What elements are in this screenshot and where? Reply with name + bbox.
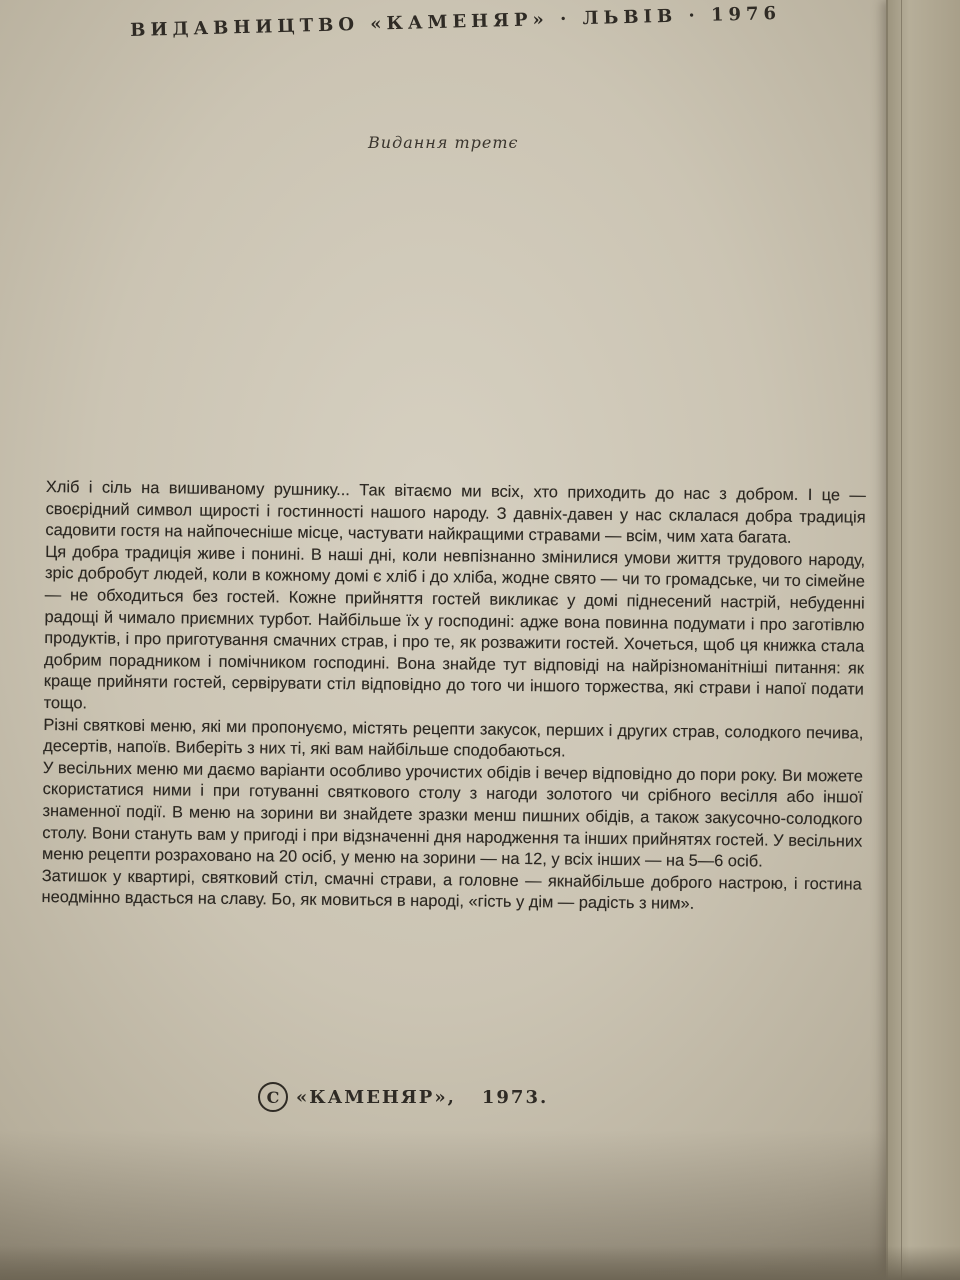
paragraph: Ця добра традиція живе і понині. В наші дні, коли невпізнанно змінилися умови життя трудового народу, зріс добробут людей, коли в кожному домі є хліб і до хліба, жодне свято — чи то громадське, чи то сімейне — не обходиться без гостей. Кожне прийняття гостей викликає у домі піднесений настрій, небуденні радощі й чимало приємних турбот. Найбільше їх у господині: адже вона повинна подумати і про заготівлю продуктів, і про приготування смачних страв, і про те, як розважити гостей. Хочеться, щоб ця книжка стала добрим порадником і помічником господині. Вона знайде тут відповіді на найрізноманітніші питання: як краще прийняти гостей, сервірувати стіл відповідно до того чи іншого торжества, які страви і напої подати тощо.: [43, 542, 866, 713]
paragraph: У весільних меню ми даємо варіанти особливо урочистих обідів і вечер відповідно до пори року. Ви можете скористатися ними і при готуванні святкового столу з нагоди золотого чи срібного весілля або іншої знаменної події. В меню на зорини ви знайдете зразки менш пишних обідів, а також закусочно-солодкого столу. Вони стануть вам у пригоді і при відзначенні дня народження та інших прийнятях гостей. У весільних меню рецепти розраховано на 20 осіб, у меню на зорини — на 12, у всіх інших — на 5—6 осіб.: [41, 758, 864, 871]
copyright-holder: «КАМЕНЯР»,: [296, 1086, 456, 1108]
background-surface: [0, 1246, 960, 1280]
paragraph: Хліб і сіль на вишиваному рушнику... Так вітаємо ми всіх, хто приходить до нас з добром. І це — своєрідний символ щирості і гостинності нашого народу. З давніх-давен у нас склалася добра традиція садовити гостя на найпочесніше місце, частувати найкращими стравами — всім, чим хата багата.: [45, 477, 866, 547]
page-fold-line: [901, 0, 902, 1280]
paragraph: Затишок у квартирі, святковий стіл, смачні страви, а головне — якнайбільше доброго настрою, і гостина неодмінно вдасться на славу. Бо, як мовиться в народі, «гість у дім — радість з ним».: [41, 866, 862, 914]
edition-note: Видання третє: [368, 133, 519, 152]
preface-text: [41, 477, 865, 917]
copyright-year: 1973.: [481, 1086, 549, 1108]
paragraph: Різні святкові меню, які ми пропонуємо, містять рецепти закусок, перших і других страв, солодкого печива, десертів, напоїв. Виберіть з них ті, які вам найбільше сподобаються.: [43, 715, 864, 761]
publisher-imprint: ВИДАВНИЦТВО «КАМЕНЯР» · ЛЬВІВ · 1976: [130, 2, 782, 41]
copyright-icon: С: [258, 1082, 288, 1112]
copyright-line: [258, 1082, 548, 1112]
adjacent-page-edge: [886, 0, 960, 1280]
